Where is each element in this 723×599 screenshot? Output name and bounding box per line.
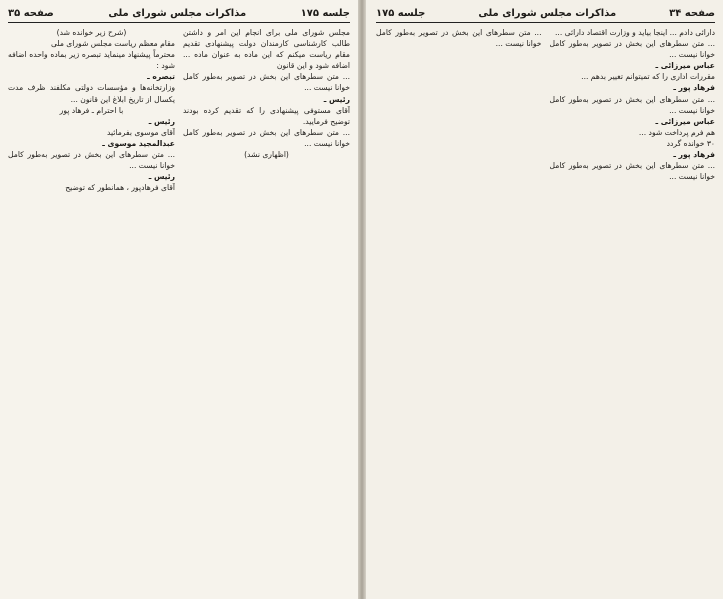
speaker-name: تبصره ـ <box>147 72 175 82</box>
book-gutter <box>358 0 366 599</box>
paragraph: ... متن سطرهای این بخش در تصویر به‌طور کامل خوانا نیست ... <box>183 127 350 148</box>
speaker-name: عباس میرزائی ـ <box>655 116 715 126</box>
right-page-session: جلسه ۱۷۵ <box>376 7 426 19</box>
left-page <box>0 0 358 599</box>
paragraph: محترماً پیشنهاد مینماید تبصره زیر بماده واحده اضافه شود : <box>8 50 175 71</box>
paragraph: ... متن سطرهای این بخش در تصویر به‌طور کامل خوانا نیست ... <box>549 94 715 115</box>
paragraph: ۳۰ خوانده گردد <box>666 138 715 148</box>
paragraph: آقای مستوفی پیشنهادی را که تقدیم کرده بودند توضیح فرمایید. <box>183 105 350 126</box>
speaker-name: رئیس ـ <box>148 116 175 126</box>
speaker-name: عباس میرزائی ـ <box>655 61 715 71</box>
speaker-name: رئیس ـ <box>323 94 350 104</box>
paragraph: با احترام ـ فرهاد پور <box>59 105 124 115</box>
speaker-name: عبدالمجید موسوی ـ <box>102 138 175 148</box>
paragraph: ... متن سطرهای این بخش در تصویر به‌طور کامل خوانا نیست ... <box>183 72 350 93</box>
paragraph: ... متن سطرهای این بخش در تصویر به‌طور کامل خوانا نیست ... <box>376 28 542 49</box>
paragraph: ... متن سطرهای این بخش در تصویر به‌طور کامل خوانا نیست ... <box>549 161 715 182</box>
paragraph: ... متن سطرهای این بخش در تصویر به‌طور کامل خوانا نیست ... <box>8 150 175 171</box>
right-page-column-right <box>550 27 716 597</box>
left-header-rule <box>8 22 350 23</box>
left-page-session: جلسه ۱۷۵ <box>300 7 350 19</box>
right-page-header <box>376 6 715 20</box>
right-page-column-left <box>376 27 542 597</box>
right-page-title: مذاکرات مجلس شورای ملی <box>478 7 617 19</box>
speaker-name: فرهاد پور ـ <box>673 83 715 93</box>
left-page-columns <box>8 27 350 597</box>
left-page-column-right <box>183 27 350 597</box>
paragraph: آقای فرهادپور ، همانطور که توضیح <box>65 183 175 193</box>
right-page <box>366 0 723 599</box>
right-header-rule <box>376 22 715 23</box>
paragraph: مجلس شورای ملی برای انجام این امر و داشتن طالب کارشناسی کارمندان دولت پیشنهادی تقدیم مقام ریاست میکنم که این ماده به عنوان ماده ... اضافه شود و این قانون <box>183 28 350 71</box>
left-page-column-left <box>8 27 175 597</box>
right-page-columns <box>376 27 715 597</box>
speaker-name: فرهاد پور ـ <box>673 150 715 160</box>
left-page-header <box>8 6 350 20</box>
paragraph: (شرح زیر خوانده شد) <box>56 28 127 37</box>
paragraph: دارائی دادم ... اینجا بیاید و وزارت اقتصاد دارائی ... <box>555 28 715 37</box>
paragraph: مقام معظم ریاست مجلس شورای ملی <box>50 39 175 49</box>
paragraph: ... متن سطرهای این بخش در تصویر به‌طور کامل خوانا نیست ... <box>549 39 715 60</box>
right-page-number: صفحه ۳۴ <box>669 7 715 19</box>
left-page-number: صفحه ۳۵ <box>8 7 54 19</box>
speaker-name: رئیس ـ <box>148 172 175 182</box>
paragraph: (اظهاری نشد) <box>244 150 289 160</box>
paragraph: وزارتخانه‌ها و مؤسسات دولتی مکلفند ظرف مدت یکسال از تاریخ ابلاغ این قانون ... <box>8 83 175 104</box>
paragraph: هم فرم پرداخت شود ... <box>638 127 715 137</box>
paragraph: مقررات اداری را که تمیتوانم تغییر بدهم ... <box>581 72 715 82</box>
paragraph: آقای موسوی بفرمائید <box>107 127 175 137</box>
left-page-title: مذاکرات مجلس شورای ملی <box>108 7 247 19</box>
